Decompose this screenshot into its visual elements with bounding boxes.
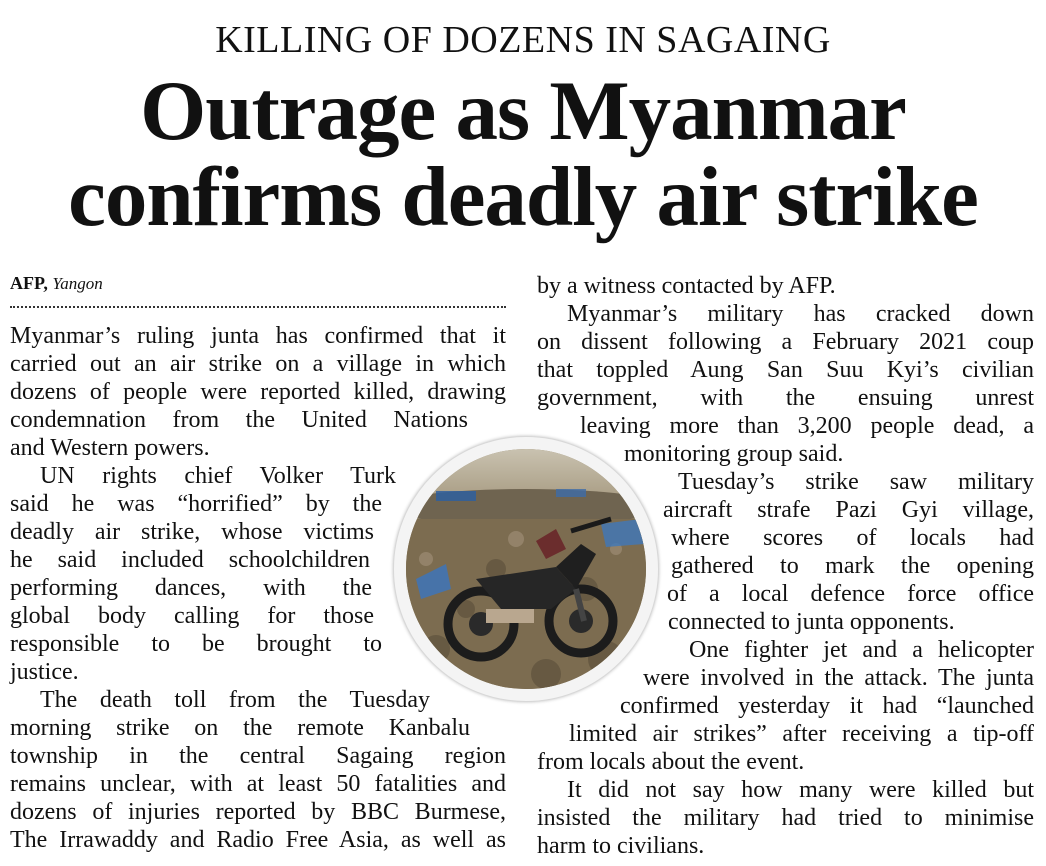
body-line: It did not say how many were killed but bbox=[567, 777, 1034, 803]
kicker: KILLING OF DOZENS IN SAGAING bbox=[215, 19, 831, 61]
body-line: on dissent following a February 2021 coup bbox=[537, 329, 1034, 355]
body-line: aircraft strafe Pazi Gyi village, bbox=[663, 497, 1034, 523]
body-line: Tuesday’s strike saw military bbox=[678, 469, 1034, 495]
byline-agency: AFP, bbox=[10, 273, 48, 293]
dotted-rule bbox=[10, 306, 506, 308]
body-line: dozens of people were reported killed, drawing bbox=[10, 379, 506, 405]
body-line: remains unclear, with at least 50 fatalities and bbox=[10, 771, 506, 797]
body-line: government, with the ensuing unrest bbox=[537, 385, 1034, 411]
body-line: that toppled Aung San Suu Kyi’s civilian bbox=[537, 357, 1034, 383]
body-line: said he was “horrified” by the bbox=[10, 491, 382, 517]
body-line: confirmed yesterday it had “launched bbox=[620, 693, 1034, 719]
body-line: were involved in the attack. The junta bbox=[643, 665, 1034, 691]
body-line: condemnation from the United Nations bbox=[10, 407, 468, 433]
body-line: responsible to be brought to bbox=[10, 631, 382, 657]
motorcycle-photo-illustration bbox=[406, 449, 646, 689]
body-line: and Western powers. bbox=[10, 435, 210, 461]
body-line: Myanmar’s ruling junta has confirmed that it bbox=[10, 323, 506, 349]
body-line: The Irrawaddy and Radio Free Asia, as well as bbox=[10, 827, 506, 853]
body-line: The death toll from the Tuesday bbox=[40, 687, 430, 713]
headline bbox=[0, 64, 1046, 244]
body-line: harm to civilians. bbox=[537, 833, 705, 859]
body-line: global body calling for those bbox=[10, 603, 374, 629]
body-line: monitoring group said. bbox=[624, 441, 844, 467]
body-line: morning strike on the remote Kanbalu bbox=[10, 715, 470, 741]
body-line: deadly air strike, whose victims bbox=[10, 519, 374, 545]
body-line: leaving more than 3,200 people dead, a bbox=[580, 413, 1034, 439]
body-line: insisted the military had tried to minimise bbox=[537, 805, 1034, 831]
photo-frame bbox=[393, 436, 659, 702]
body-line: UN rights chief Volker Turk bbox=[40, 463, 396, 489]
body-line: he said included schoolchildren bbox=[10, 547, 370, 573]
motorcycle-photo bbox=[406, 449, 646, 689]
body-line: from locals about the event. bbox=[537, 749, 805, 775]
body-line: of a local defence force office bbox=[667, 581, 1034, 607]
body-line: connected to junta opponents. bbox=[668, 609, 955, 635]
body-line: by a witness contacted by AFP. bbox=[537, 273, 836, 299]
byline-place: Yangon bbox=[52, 274, 103, 293]
body-line: where scores of locals had bbox=[671, 525, 1034, 551]
body-line: Myanmar’s military has cracked down bbox=[567, 301, 1034, 327]
body-line: carried out an air strike on a village in which bbox=[10, 351, 506, 377]
body-line: One fighter jet and a helicopter bbox=[689, 637, 1034, 663]
body-line: gathered to mark the opening bbox=[671, 553, 1034, 579]
body-line: performing dances, with the bbox=[10, 575, 372, 601]
byline bbox=[10, 271, 103, 296]
body-line: justice. bbox=[10, 659, 79, 685]
body-line: limited air strikes” after receiving a tip-off bbox=[569, 721, 1034, 747]
headline-line-2: confirms deadly air strike bbox=[68, 150, 978, 244]
body-line: dozens of injuries reported by BBC Burmese, bbox=[10, 799, 506, 825]
headline-line-1: Outrage as Myanmar bbox=[140, 64, 906, 158]
body-line: township in the central Sagaing region bbox=[10, 743, 506, 769]
